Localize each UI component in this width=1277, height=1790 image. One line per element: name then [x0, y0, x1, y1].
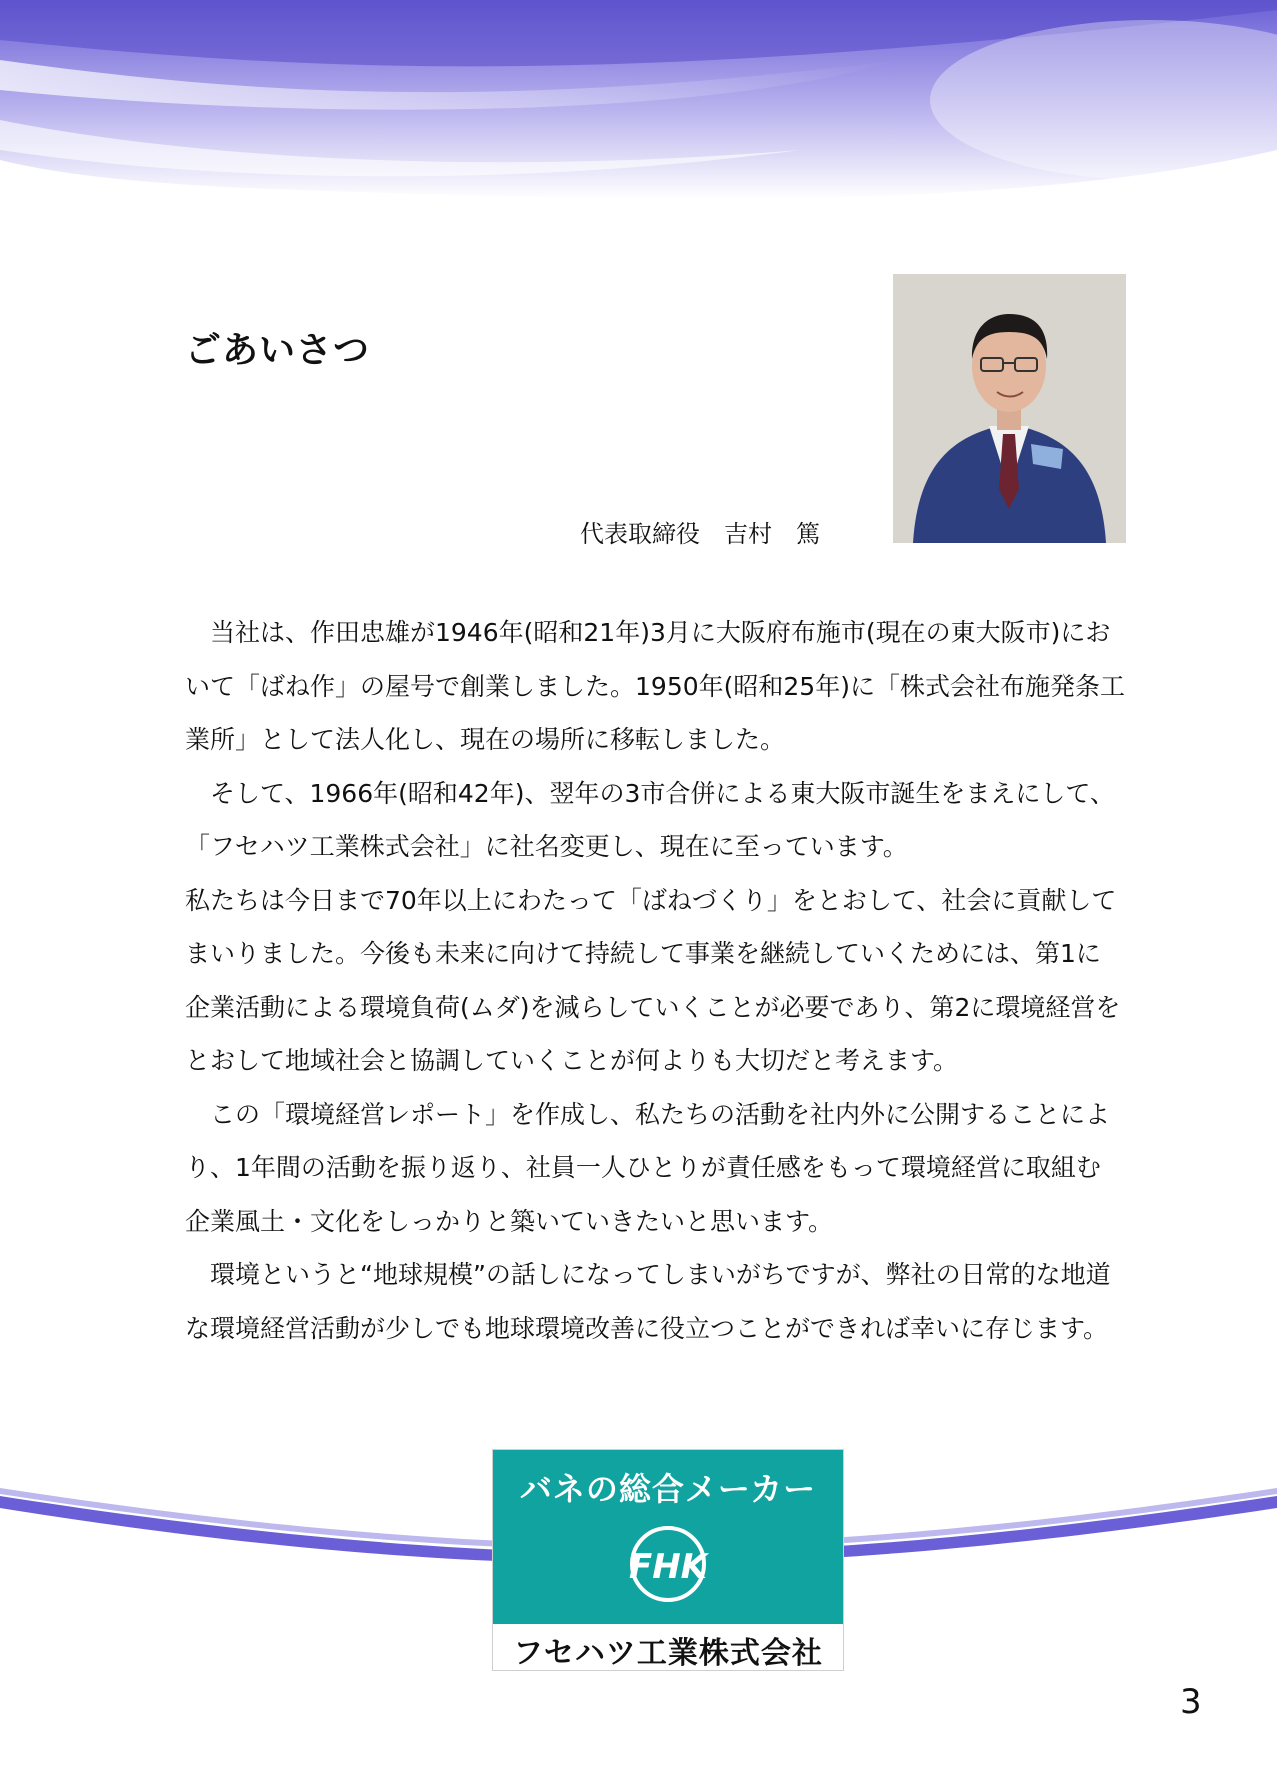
logo-teal-panel	[493, 1450, 843, 1624]
company-logo	[492, 1449, 844, 1671]
paragraph-1: 当社は、作田忠雄が1946年(昭和21年)3月に大阪府布施市(現在の東大阪市)において「ばね作」の屋号で創業しました。1950年(昭和25年)に「株式会社布施発条工業所」として法人化し、現在の場所に移転しました。	[185, 618, 1125, 754]
page-title: ごあいさつ	[185, 330, 371, 371]
logo-mark-text: FHK	[628, 1547, 708, 1587]
logo-tagline: バネの総合メーカー	[519, 1470, 817, 1508]
representative-portrait	[893, 274, 1126, 543]
logo-company-name: フセハツ工業株式会社	[513, 1636, 823, 1671]
header-wave-decoration	[0, 0, 1277, 230]
paragraph-2: そして、1966年(昭和42年)、翌年の3市合併による東大阪市誕生をまえにして、「フセハツ工業株式会社」に社名変更し、現在に至っています。	[185, 778, 1115, 861]
fhk-mark-icon	[623, 1516, 713, 1612]
paragraph-3: 私たちは今日まで70年以上にわたって「ばねづくり」をとおして、社会に貢献してまいりました。今後も未来に向けて持続して事業を継続していくためには、第1に企業活動による環境負荷(ムダ)を減らしていくことが必要であり、第2に環境経営をとおして地域社会と協調していくことが何よりも大切だと考えます。	[185, 885, 1121, 1075]
paragraph-4: この「環境経営レポート」を作成し、私たちの活動を社内外に公開することにより、1年間の活動を振り返り、社員一人ひとりが責任感をもって環境経営に取組む企業風土・文化をしっかりと築いていきたいと思います。	[185, 1099, 1111, 1236]
representative-signature: 代表取締役 吉村 篤	[580, 520, 820, 548]
paragraph-5: 環境というと“地球規模”の話しになってしまいがちですが、弊社の日常的な地道な環境経営活動が少しでも地球環境改善に役立つことができれば幸いに存じます。	[185, 1260, 1111, 1343]
greeting-body	[185, 606, 1125, 1355]
page-number: 3	[1180, 1682, 1202, 1722]
